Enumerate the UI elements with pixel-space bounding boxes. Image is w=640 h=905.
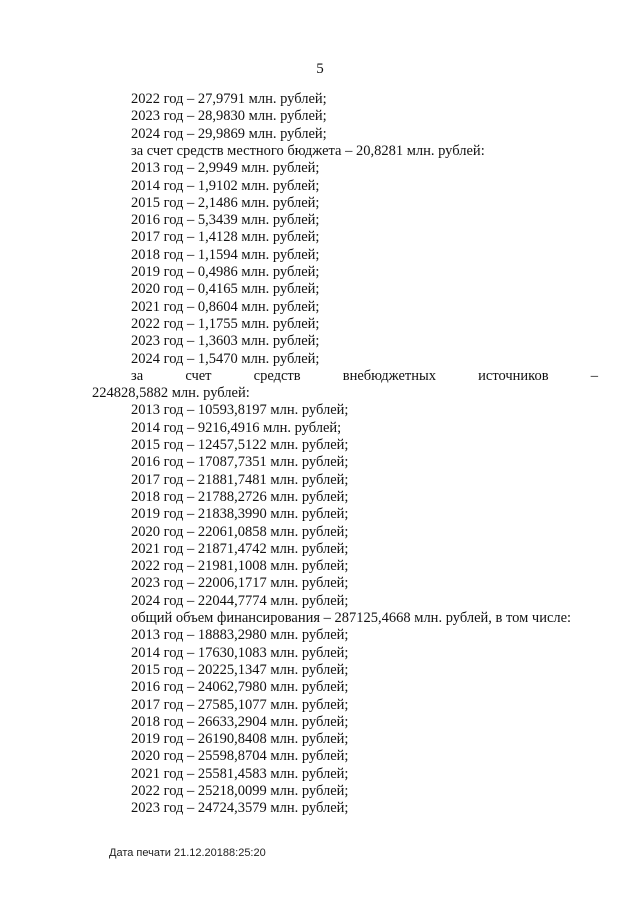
text-line: 2017 год – 1,4128 млн. рублей;	[131, 229, 320, 246]
text-line: 2013 год – 18883,2980 млн. рублей;	[131, 627, 349, 644]
text-line: 2024 год – 29,9869 млн. рублей;	[131, 125, 327, 142]
text-line: 2021 год – 0,8604 млн. рублей;	[131, 298, 320, 315]
text-line: 2023 год – 1,3603 млн. рублей;	[131, 333, 320, 350]
text-line: 2019 год – 26190,8408 млн. рублей;	[131, 731, 349, 748]
text-line: 2017 год – 21881,7481 млн. рублей;	[131, 471, 349, 488]
text-line: 2015 год – 12457,5122 млн. рублей;	[131, 437, 349, 453]
text-line: 2016 год – 17087,7351 млн. рублей;	[131, 454, 349, 471]
text-line: 2013 год – 10593,8197 млн. рублей;	[131, 402, 349, 419]
local-budget-heading: за счет средств местного бюджета – 20,8281 млн. рублей:	[131, 142, 485, 159]
offbudget-heading-word: внебюджетных	[342, 367, 436, 384]
text-line: 2022 год – 27,9791 млн. рублей;	[131, 91, 327, 107]
text-line: 2022 год – 1,1755 млн. рублей;	[131, 315, 320, 332]
offbudget-heading-word: средств	[253, 367, 301, 384]
offbudget-heading	[131, 368, 598, 385]
text-line: 2018 год – 1,1594 млн. рублей;	[131, 246, 320, 263]
text-line: 2014 год – 17630,1083 млн. рублей;	[131, 644, 349, 661]
text-line: 2023 год – 24724,3579 млн. рублей;	[131, 800, 349, 817]
offbudget-heading-word: за	[131, 367, 144, 384]
text-line: 2020 год – 0,4165 млн. рублей;	[131, 281, 320, 298]
text-line: 2023 год – 28,9830 млн. рублей;	[131, 108, 327, 125]
text-line: 2021 год – 25581,4583 млн. рублей;	[131, 765, 349, 782]
text-line: 2016 год – 24062,7980 млн. рублей;	[131, 679, 349, 696]
text-line: 2015 год – 20225,1347 млн. рублей;	[131, 661, 349, 678]
text-line: 2019 год – 0,4986 млн. рублей;	[131, 264, 320, 280]
text-line: 2020 год – 25598,8704 млн. рублей;	[131, 748, 349, 765]
text-line: 2021 год – 21871,4742 млн. рублей;	[131, 540, 349, 557]
page-number: 5	[316, 61, 324, 77]
text-line: 2020 год – 22061,0858 млн. рублей;	[131, 523, 349, 540]
text-line: 2017 год – 27585,1077 млн. рублей;	[131, 696, 349, 713]
text-line: 2024 год – 1,5470 млн. рублей;	[131, 350, 320, 367]
offbudget-heading-continuation: 224828,5882 млн. рублей:	[92, 385, 250, 402]
offbudget-heading-word: источников	[478, 367, 549, 384]
text-line: 2022 год – 21981,1008 млн. рублей;	[131, 558, 349, 575]
text-line: 2013 год – 2,9949 млн. рублей;	[131, 160, 320, 177]
text-line: 2015 год – 2,1486 млн. рублей;	[131, 194, 320, 211]
text-line: 2014 год – 9216,4916 млн. рублей;	[131, 419, 342, 436]
offbudget-heading-word: счет	[185, 367, 212, 384]
total-financing-heading: общий объем финансирования – 287125,4668 млн. рублей, в том числе:	[131, 610, 572, 626]
text-line: 2022 год – 25218,0099 млн. рублей;	[131, 783, 349, 799]
text-line: 2023 год – 22006,1717 млн. рублей;	[131, 575, 349, 592]
text-line: 2018 год – 26633,2904 млн. рублей;	[131, 713, 349, 730]
text-line: 2024 год – 22044,7774 млн. рублей;	[131, 592, 349, 609]
offbudget-heading-word: –	[590, 367, 598, 384]
text-line: 2016 год – 5,3439 млн. рублей;	[131, 212, 320, 229]
text-line: 2019 год – 21838,3990 млн. рублей;	[131, 506, 349, 523]
text-line: 2018 год – 21788,2726 млн. рублей;	[131, 488, 349, 505]
text-line: 2014 год – 1,9102 млн. рублей;	[131, 177, 320, 194]
print-date-footer: Дата печати 21.12.20188:25:20	[109, 847, 266, 859]
